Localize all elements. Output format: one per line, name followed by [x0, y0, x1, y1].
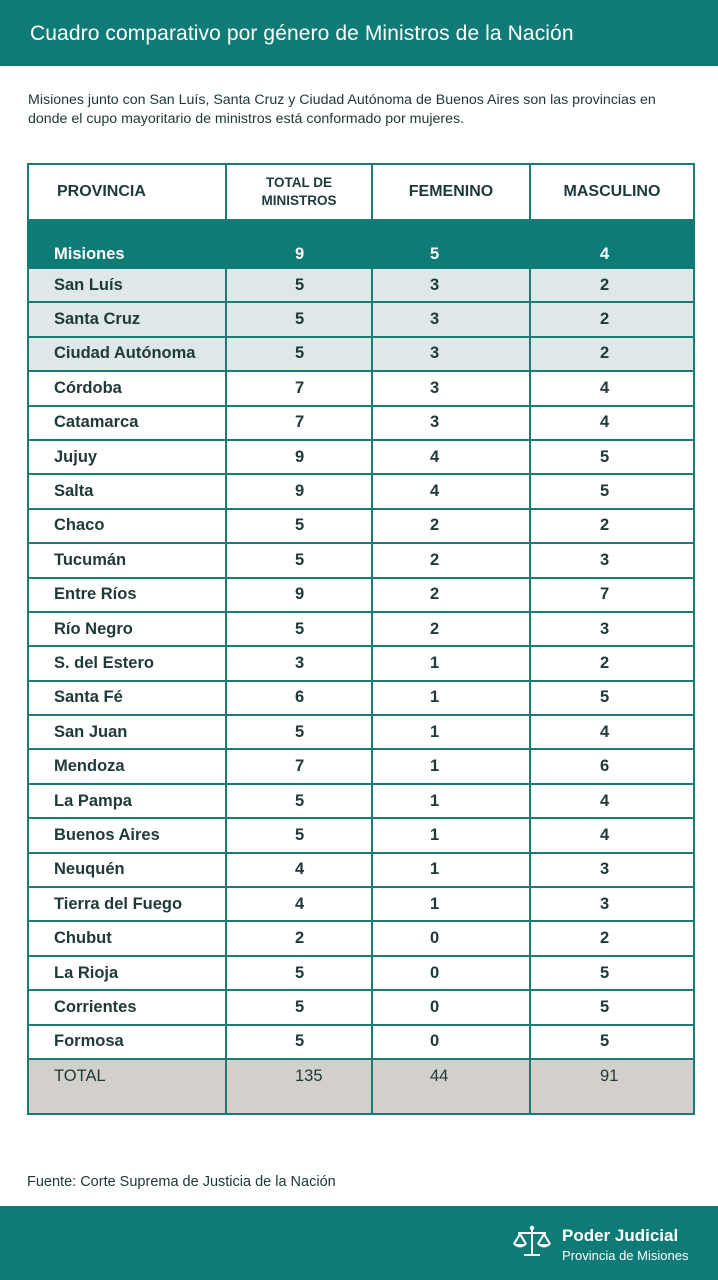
- cell-provincia: La Rioja: [28, 956, 226, 990]
- table-row: [28, 990, 694, 1024]
- cell-provincia: Córdoba: [28, 371, 226, 405]
- cell-masculino: 2: [530, 268, 694, 302]
- cell-total: 5: [226, 337, 372, 371]
- cell-femenino: 1: [372, 887, 530, 921]
- table-body: [28, 220, 694, 1114]
- table-row: [28, 715, 694, 749]
- cell-masculino: 2: [530, 302, 694, 336]
- source-note: Fuente: Corte Suprema de Justicia de la Nación: [27, 1174, 336, 1190]
- cell-provincia: Chaco: [28, 509, 226, 543]
- cell-femenino: 3: [372, 371, 530, 405]
- cell-provincia: Buenos Aires: [28, 818, 226, 852]
- cell-masculino: 3: [530, 543, 694, 577]
- cell-femenino: 1: [372, 681, 530, 715]
- table-row: [28, 646, 694, 680]
- cell-provincia: Formosa: [28, 1025, 226, 1059]
- cell-femenino: 0: [372, 921, 530, 955]
- table-row: [28, 302, 694, 336]
- cell-total: 5: [226, 715, 372, 749]
- cell-masculino: 4: [530, 406, 694, 440]
- cell-femenino: 0: [372, 956, 530, 990]
- cell-masculino: 4: [530, 371, 694, 405]
- cell-femenino: 2: [372, 578, 530, 612]
- table-row: [28, 474, 694, 508]
- header-total-line1: TOTAL DE: [265, 175, 332, 190]
- cell-total: 6: [226, 681, 372, 715]
- table-row: [28, 578, 694, 612]
- intro-text: Misiones junto con San Luís, Santa Cruz y Ciudad Autónoma de Buenos Aires son las provincias en donde el cupo mayoritario de ministros está conformado por mujeres.: [28, 92, 656, 127]
- cell-femenino: 3: [372, 337, 530, 371]
- table-header-row: [28, 164, 694, 220]
- cell-femenino: 3: [372, 406, 530, 440]
- table-row: [28, 440, 694, 474]
- header-total-line2: MINISTROS: [261, 193, 337, 208]
- cell-femenino: 4: [372, 474, 530, 508]
- cell-provincia: Misiones: [28, 220, 226, 268]
- cell-provincia: Tierra del Fuego: [28, 887, 226, 921]
- header-provincia: PROVINCIA: [28, 164, 226, 220]
- cell-total: 9: [226, 220, 372, 268]
- cell-provincia: San Juan: [28, 715, 226, 749]
- cell-masculino: 6: [530, 749, 694, 783]
- ministers-table: [27, 163, 695, 1115]
- cell-provincia: Neuquén: [28, 853, 226, 887]
- header-total: [226, 164, 372, 220]
- table-row: [28, 784, 694, 818]
- cell-femenino: 1: [372, 784, 530, 818]
- cell-masculino: 2: [530, 646, 694, 680]
- table-row: [28, 543, 694, 577]
- footer-sub: Provincia de Misiones: [562, 1248, 689, 1263]
- cell-total: 7: [226, 371, 372, 405]
- table-row: [28, 268, 694, 302]
- cell-masculino: 5: [530, 990, 694, 1024]
- table-row: [28, 1025, 694, 1059]
- cell-total: 5: [226, 612, 372, 646]
- cell-masculino: 4: [530, 818, 694, 852]
- cell-total: 5: [226, 543, 372, 577]
- header-femenino: FEMENINO: [372, 164, 530, 220]
- total-femenino: 44: [372, 1059, 530, 1114]
- cell-femenino: 1: [372, 853, 530, 887]
- cell-provincia: Jujuy: [28, 440, 226, 474]
- table-row: [28, 887, 694, 921]
- header-masculino: MASCULINO: [530, 164, 694, 220]
- cell-masculino: 5: [530, 956, 694, 990]
- cell-total: 3: [226, 646, 372, 680]
- cell-femenino: 2: [372, 612, 530, 646]
- cell-masculino: 3: [530, 887, 694, 921]
- cell-masculino: 2: [530, 921, 694, 955]
- cell-masculino: 5: [530, 440, 694, 474]
- cell-masculino: 4: [530, 715, 694, 749]
- table-row: [28, 371, 694, 405]
- cell-provincia: Salta: [28, 474, 226, 508]
- table-row: [28, 921, 694, 955]
- table-row: [28, 681, 694, 715]
- cell-provincia: Mendoza: [28, 749, 226, 783]
- cell-total: 5: [226, 784, 372, 818]
- header-bar: [0, 0, 718, 66]
- cell-provincia: San Luís: [28, 268, 226, 302]
- cell-total: 2: [226, 921, 372, 955]
- table-row: [28, 509, 694, 543]
- table-row: [28, 956, 694, 990]
- scales-of-justice-icon: [512, 1224, 552, 1260]
- cell-total: 9: [226, 578, 372, 612]
- table-row: [28, 853, 694, 887]
- cell-provincia: Santa Fé: [28, 681, 226, 715]
- footer-org: Poder Judicial: [562, 1226, 679, 1245]
- cell-femenino: 2: [372, 509, 530, 543]
- total-ministros: 135: [226, 1059, 372, 1114]
- table-row: [28, 818, 694, 852]
- cell-masculino: 5: [530, 474, 694, 508]
- total-masculino: 91: [530, 1059, 694, 1114]
- cell-provincia: La Pampa: [28, 784, 226, 818]
- cell-femenino: 5: [372, 220, 530, 268]
- cell-total: 9: [226, 474, 372, 508]
- cell-total: 5: [226, 1025, 372, 1059]
- cell-provincia: Tucumán: [28, 543, 226, 577]
- cell-femenino: 2: [372, 543, 530, 577]
- cell-provincia: Catamarca: [28, 406, 226, 440]
- table-row: [28, 406, 694, 440]
- cell-femenino: 1: [372, 646, 530, 680]
- total-label: TOTAL: [28, 1059, 226, 1114]
- cell-provincia: Chubut: [28, 921, 226, 955]
- cell-masculino: 4: [530, 220, 694, 268]
- cell-total: 7: [226, 749, 372, 783]
- cell-provincia: S. del Estero: [28, 646, 226, 680]
- cell-provincia: Corrientes: [28, 990, 226, 1024]
- cell-masculino: 5: [530, 681, 694, 715]
- cell-masculino: 4: [530, 784, 694, 818]
- cell-masculino: 7: [530, 578, 694, 612]
- cell-femenino: 3: [372, 302, 530, 336]
- cell-total: 5: [226, 302, 372, 336]
- cell-total: 5: [226, 509, 372, 543]
- cell-total: 5: [226, 818, 372, 852]
- cell-femenino: 3: [372, 268, 530, 302]
- cell-femenino: 1: [372, 818, 530, 852]
- cell-total: 5: [226, 990, 372, 1024]
- table-row: [28, 612, 694, 646]
- cell-masculino: 5: [530, 1025, 694, 1059]
- cell-total: 9: [226, 440, 372, 474]
- cell-total: 5: [226, 268, 372, 302]
- cell-masculino: 3: [530, 612, 694, 646]
- total-row: [28, 1059, 694, 1114]
- cell-femenino: 4: [372, 440, 530, 474]
- cell-total: 5: [226, 956, 372, 990]
- cell-femenino: 1: [372, 749, 530, 783]
- cell-masculino: 2: [530, 337, 694, 371]
- cell-total: 7: [226, 406, 372, 440]
- cell-provincia: Ciudad Autónoma: [28, 337, 226, 371]
- cell-masculino: 3: [530, 853, 694, 887]
- cell-femenino: 0: [372, 1025, 530, 1059]
- table-row: [28, 337, 694, 371]
- cell-masculino: 2: [530, 509, 694, 543]
- page-title: Cuadro comparativo por género de Ministros de la Nación: [30, 22, 574, 45]
- cell-femenino: 0: [372, 990, 530, 1024]
- cell-provincia: Santa Cruz: [28, 302, 226, 336]
- cell-provincia: Entre Ríos: [28, 578, 226, 612]
- cell-provincia: Río Negro: [28, 612, 226, 646]
- cell-total: 4: [226, 887, 372, 921]
- cell-femenino: 1: [372, 715, 530, 749]
- table-row: [28, 749, 694, 783]
- cell-total: 4: [226, 853, 372, 887]
- table-row: [28, 220, 694, 268]
